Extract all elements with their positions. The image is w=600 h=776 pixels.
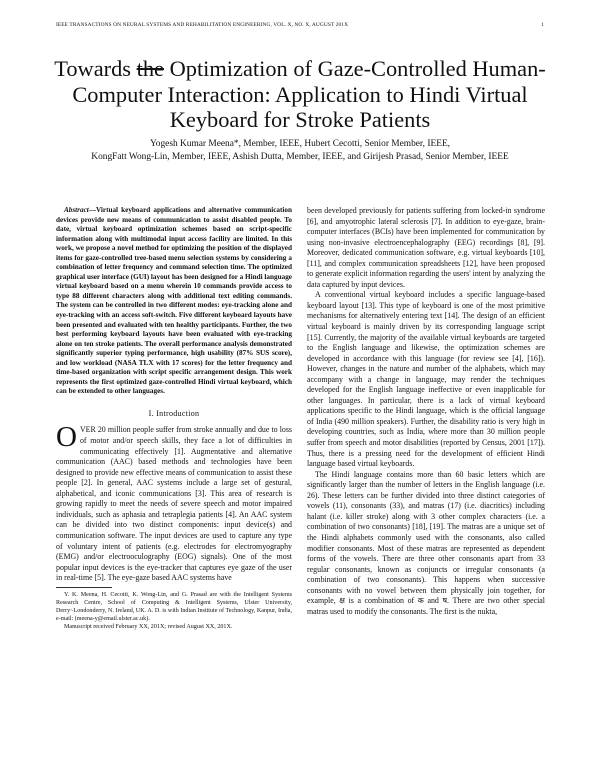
- journal-name: IEEE TRANSACTIONS ON NEURAL SYSTEMS AND REHABILITATION ENGINEERING, VOL. X, NO. X, AUGUST 201X: [56, 22, 349, 28]
- author-line-2: KongFatt Wong-Lin, Member, IEEE, Ashish Dutta, Member, IEEE, and Girijesh Prasad, Senior Member, IEEE: [91, 152, 509, 163]
- left-column: [56, 206, 292, 631]
- drop-cap: O: [56, 421, 77, 454]
- section-heading-introduction: I. Introduction: [148, 408, 200, 418]
- title-struck-word: the: [136, 56, 164, 81]
- right-paragraph-1: been developed previously for patients suffering from locked-in syndrome [6], and amyotrophic lateral sclerosis [7]. In addition to eye-gaze, brain-computer interfaces (BCIs) have been implemented for communication by using non-invasive electroencephalography (EEG) recordings [8], [9]. Moreover, dedicated communication software, e.g. virtual keyboards [10], [11], and complex communication spreadsheets [12], have been proposed to generate explicit information regarding the users' intent by analyzing the data captured by input devices.: [307, 206, 545, 289]
- abstract: [56, 206, 292, 397]
- affiliation-footnote: Y. K. Meena, H. Cecotti, K. Wong-Lin, and G. Prasad are with the Intelligent Systems Research Centre, School of Computing & Intelligent Systems, Ulster University, Derry~Londonderry, N. Ireland, UK. A. D. is with Indian Institute of Technology, Kanpur, India, e-mail: (meena-y@email.ulster.ac.uk).: [56, 591, 292, 622]
- title-part-2: Optimization of Gaze-Controlled Human-Computer Interaction: Application to Hindi Virtual Keyboard for Stroke Patients: [72, 56, 546, 132]
- page-number: 1: [541, 22, 544, 28]
- paper-title: [40, 56, 560, 133]
- abstract-label: Abstract: [64, 206, 89, 214]
- intro-paragraph: [56, 421, 292, 583]
- right-paragraph-2: A conventional virtual keyboard includes a specific language-based keyboard layout [13]. This type of keyboard is one of the most primitive mechanisms for alternatively entering text [14]. The design of an efficient virtual keyboard is mainly driven by its corresponding language script [15]. Currently, the majority of the available virtual keyboards are targeted to the English language and likewise, the optimization schemes are developed in accordance with this language (for review see [4], [16]). However, changes in the nature and number of the alphabets, which may accompany with a change in language, may render the techniques developed for the English language ineffective or even inapplicable for other languages. In particular, there is a lack of virtual keyboard applications specific to the Hindi language, which is the official language of India (490 million speakers). Further, the disability ratio is very high in developing countries, such as India, where more than 30 million people suffer from speech and motor disabilities (reported by Census, 2001 [17]). Thus, there is a pressing need for the development of efficient Hindi language based virtual keyboards.: [307, 290, 545, 469]
- author-list: [40, 138, 560, 165]
- author-line-1: Yogesh Kumar Meena*, Member, IEEE, Hubert Cecotti, Senior Member, IEEE,: [149, 139, 451, 149]
- running-header: [56, 22, 544, 32]
- intro-text: 20 million people suffer from stroke annually and due to loss of motor and/or speech skills, they face a lot of difficulties in communicating effectively [1]. Augmentative and alternative communication (AAC) based methods and technologies have been designed to provide new effective means of communication to assist these people [2]. In general, AAC systems include a large set of gestural, alphabetical, and iconic communications [3]. This area of research is growing rapidly to meet the needs of severe speech and motor impaired individuals, such as aphasia and tetraplegia patients [4]. An AAC system can be divided into two distinct components: input device(s) and communication software. The input devices are used to capture any type of voluntary intent of patients (e.g. electrodes for electromyography (EMG) and/or electrooculography (EOG) signals). One of the most popular input devices is the eye-tracker that captures eye gaze of the user in real-time [5]. The eye-gaze based AAC systems have: [56, 425, 292, 583]
- abstract-text: —Virtual keyboard applications and alternative communication devices provide new means of communication to assist disabled people. To date, virtual keyboard optimization schemes based on script-specific information along with multimodal input access facility are limited. In this work, we propose a novel method for optimizing the position of the displayed items for gaze-controlled tree-based menu selection systems by considering a combination of letter frequency and command selection time. The optimized graphical user interface (GUI) layout has been designed for a Hindi language virtual keyboard based on a menu wherein 10 commands provide access to type 88 different characters along with additional text editing commands. The system can be controlled in two different modes: eye-tracking alone and eye-tracking with an access soft-switch. Five different keyboard layouts have been presented and evaluated with ten healthy participants. Further, the two best performing keyboard layouts have been evaluated with eye-tracking alone on ten stroke patients. The overall performance analysis demonstrated significantly superior typing performance, high usability (87% SUS score), and low workload (NASA TLX with 17 scores) for the letter frequency and time-based organization with script specific arrangement design. This work represents the first optimized gaze-controlled Hindi virtual keyboard, which can be extended to other languages.: [56, 206, 292, 396]
- intro-first-word: VER: [79, 425, 96, 435]
- footnote-rule: [56, 587, 112, 588]
- title-part-1: Towards: [54, 56, 137, 81]
- right-column: [307, 206, 545, 617]
- manuscript-footnote: Manuscript received February XX, 201X; revised August XX, 201X.: [64, 623, 233, 630]
- right-paragraph-3: The Hindi language contains more than 60 basic letters which are significantly larger than the number of letters in the English language (i.e. 26). These letters can be further divided into three distinct categories of vowels (11), consonants (33), and matras (17) (i.e. diacritics) including halant (i.e. killer stroke) along with 3 other complex characters (i.e. a combination of two consonants) [18], [19]. The matras are a unique set of the Hindi alphabets commonly used with the consonants, also called modifier consonants. Most of these matras are represented as dependent forms of the vowels. There are three other consonants apart from 33 regular consonants, known as conjuncts or irregular consonants (a combination of two consonants). This happens when successive consonants with no vowel between them physically join together, for example, क्ष is a combination of क and ष. There are two other special matras used to modify the consonants. The first is the nukta,: [307, 469, 545, 616]
